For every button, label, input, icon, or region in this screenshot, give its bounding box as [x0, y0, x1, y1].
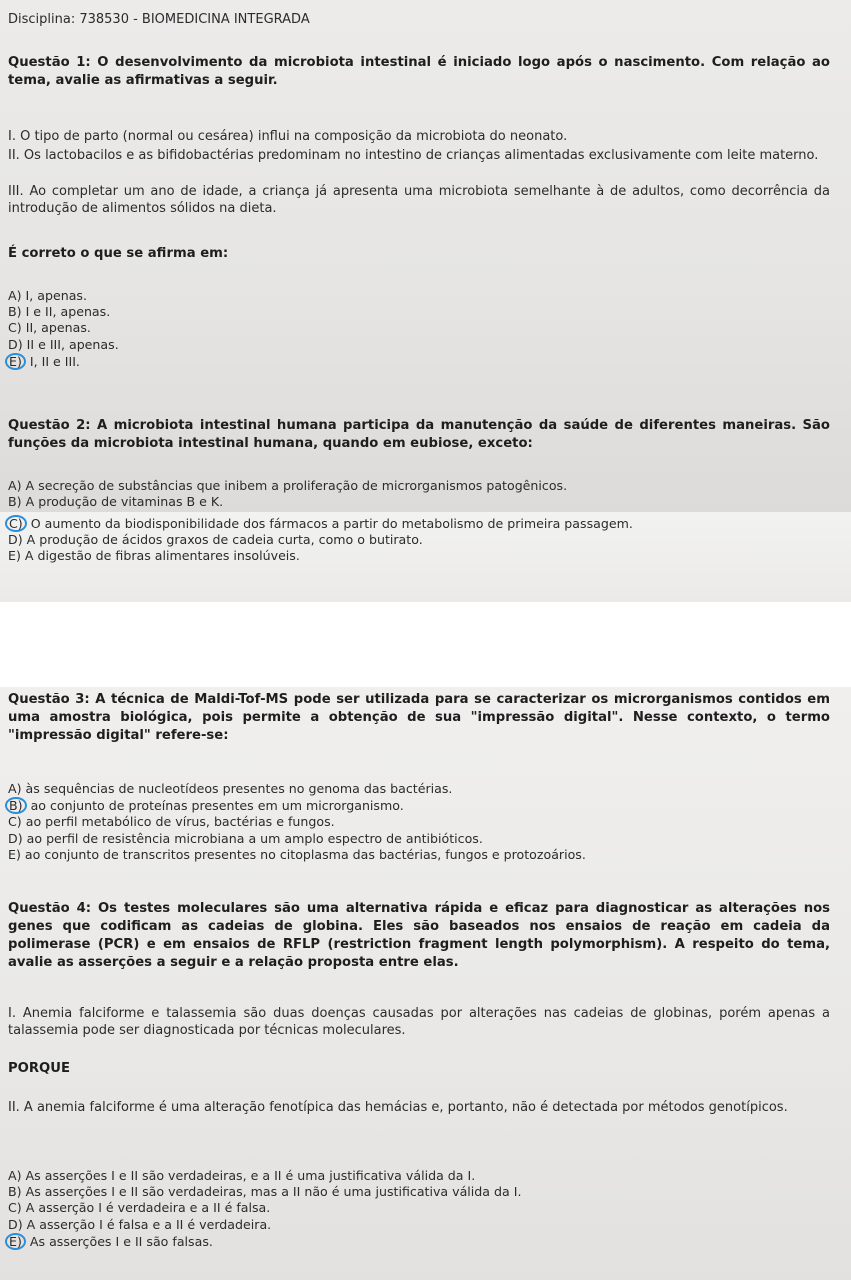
q1-option-b[interactable]: B) I e II, apenas.: [8, 304, 111, 320]
discipline-header: Disciplina: 738530 - BIOMEDICINA INTEGRADA: [8, 12, 310, 27]
q1-options: [8, 288, 830, 370]
q1-option-a[interactable]: A) I, apenas.: [8, 288, 87, 303]
q1-statement-1: I. O tipo de parto (normal ou cesárea) influi na composição da microbiota do neonato.: [8, 129, 568, 144]
page-photo-3: [0, 687, 851, 1280]
question-4-title: Questão 4: Os testes moleculares são uma alternativa rápida e eficaz para diagnosticar as alterações nos genes que codificam as cadeias de globina. Eles são baseados nos ensaios de reação em cadeia da polimerase (PCR) e em ensaios de RFLP (restriction fragment length polymorphism). A respeito do tema, avalie as asserções a seguir e a relação proposta entre elas.: [8, 901, 830, 970]
q4-assertion-1: I. Anemia falciforme e talassemia são duas doenças causadas por alterações nas cadeias de globinas, porém apenas a talassemia pode ser diagnosticada por técnicas moleculares.: [8, 1006, 830, 1038]
q2-option-a[interactable]: A) A secreção de substâncias que inibem a proliferação de microrganismos patogênicos.: [8, 478, 568, 493]
q4-porque: PORQUE: [8, 1061, 70, 1076]
q4-option-c[interactable]: C) A asserção I é verdadeira e a II é falsa.: [8, 1200, 271, 1216]
q3-option-d[interactable]: D) ao perfil de resistência microbiana a um amplo espectro de antibióticos.: [8, 830, 483, 846]
q3-option-a[interactable]: A) às sequências de nucleotídeos presentes no genoma das bactérias.: [8, 781, 453, 796]
answer-marker-circle: C): [5, 515, 27, 532]
q2-options-bottom: [8, 515, 830, 565]
q3-option-e[interactable]: E) ao conjunto de transcritos presentes no citoplasma das bactérias, fungos e protozoários.: [8, 846, 586, 862]
q4-assertion-2: II. A anemia falciforme é uma alteração fenotípica das hemácias e, portanto, não é detectada por métodos genotípicos.: [8, 1100, 788, 1115]
question-3-title: Questão 3: A técnica de Maldi-Tof-MS pode ser utilizada para se caracterizar os microrganismos contidos em uma amostra biológica, pois permite a obtenção de sua "impressão digital". Nesse contexto, o termo "impressão digital" refere-se:: [8, 692, 830, 743]
q4-options: [8, 1168, 830, 1250]
q1-prompt: É correto o que se afirma em:: [8, 246, 229, 261]
answer-marker-circle: E): [5, 1233, 26, 1250]
q1-option-e[interactable]: E) I, II e III.: [8, 353, 830, 370]
q1-statement-3: III. Ao completar um ano de idade, a criança já apresenta uma microbiota semelhante à de adultos, como decorrência da introdução de alimentos sólidos na dieta.: [8, 184, 830, 216]
page-photo-2: [0, 512, 851, 602]
q4-option-d[interactable]: D) A asserção I é falsa e a II é verdadeira.: [8, 1216, 272, 1232]
q3-option-c[interactable]: C) ao perfil metabólico de vírus, bactérias e fungos.: [8, 814, 335, 830]
q1-option-c[interactable]: C) II, apenas.: [8, 320, 91, 336]
answer-marker-circle: E): [5, 353, 26, 370]
q2-option-c[interactable]: C) O aumento da biodisponibilidade dos fármacos a partir do metabolismo de primeira passagem.: [8, 515, 830, 532]
answer-marker-circle: B): [5, 797, 27, 814]
question-2-title: Questão 2: A microbiota intestinal humana participa da manutenção da saúde de diferentes maneiras. São funções da microbiota intestinal humana, quando em eubiose, exceto:: [8, 418, 830, 451]
q2-option-b[interactable]: B) A produção de vitaminas B e K.: [8, 494, 224, 510]
q3-options: [8, 781, 830, 863]
q2-options-top: [8, 478, 830, 510]
q2-option-e[interactable]: E) A digestão de fibras alimentares insolúveis.: [8, 548, 300, 564]
q2-option-d[interactable]: D) A produção de ácidos graxos de cadeia curta, como o butirato.: [8, 532, 423, 548]
q4-option-e[interactable]: E) As asserções I e II são falsas.: [8, 1233, 830, 1250]
q4-option-a[interactable]: A) As asserções I e II são verdadeiras, e a II é uma justificativa válida da I.: [8, 1168, 476, 1183]
question-1-title: Questão 1: O desenvolvimento da microbiota intestinal é iniciado logo após o nascimento. Com relação ao tema, avalie as afirmativas a seguir.: [8, 55, 830, 88]
q1-statement-2: II. Os lactobacilos e as bifidobactérias predominam no intestino de crianças alimentadas exclusivamente com leite materno.: [8, 148, 819, 163]
q3-option-b[interactable]: B) ao conjunto de proteínas presentes em um microrganismo.: [8, 797, 830, 814]
q4-option-b[interactable]: B) As asserções I e II são verdadeiras, mas a II não é uma justificativa válida da I.: [8, 1184, 522, 1200]
page-photo-1: [0, 0, 851, 512]
q1-option-d[interactable]: D) II e III, apenas.: [8, 336, 119, 352]
